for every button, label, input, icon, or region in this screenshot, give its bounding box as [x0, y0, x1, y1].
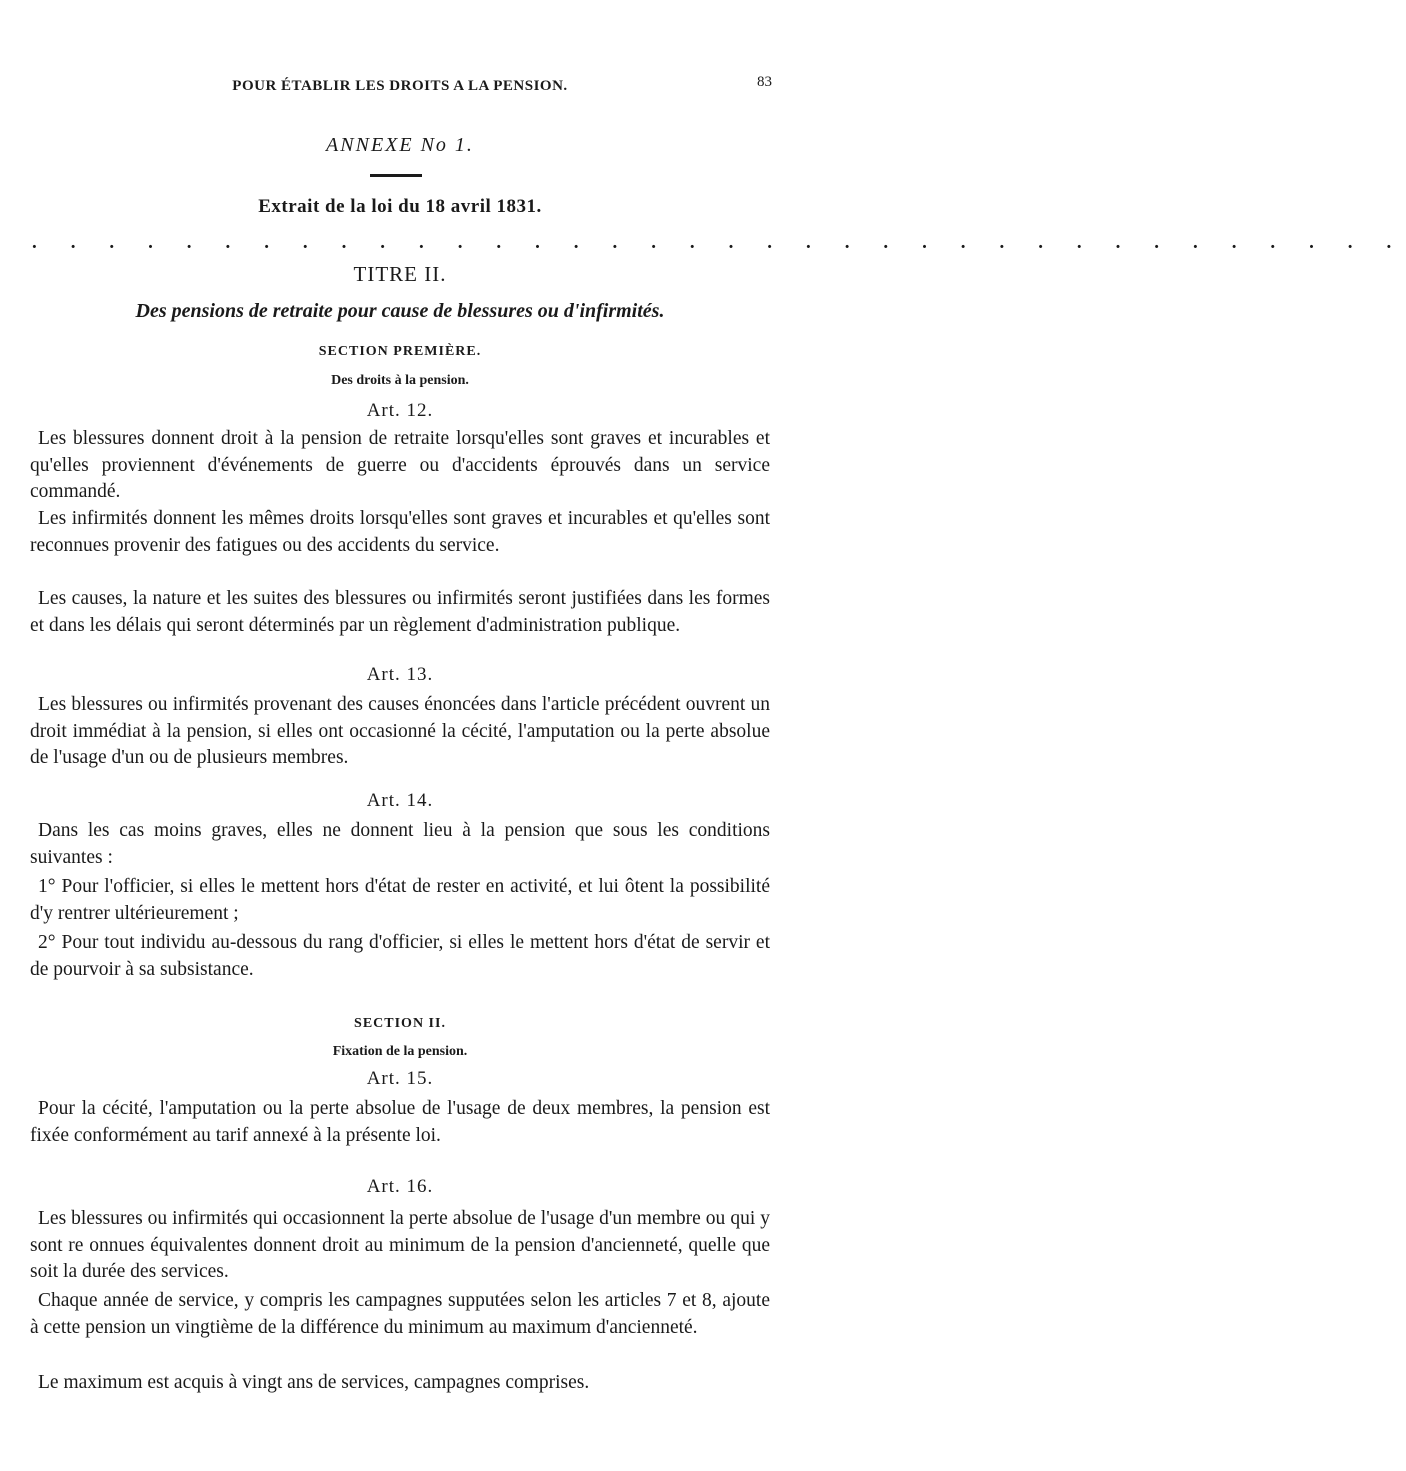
article-15-heading: Art. 15. — [366, 1068, 434, 1089]
article-15-paragraph-1: Pour la cécité, l'amputation ou la perte absolue de l'usage de deux membres, la pension est fixée conformément au tarif annexé à la présente loi. — [30, 1098, 770, 1146]
divider-rule — [370, 174, 422, 177]
article-14-paragraph-3: 2° Pour tout individu au-dessous du rang d'officier, si elles le mettent hors d'état de servir et de pourvoir à sa subsistance. — [30, 932, 770, 980]
article-12-heading: Art. 12. — [366, 400, 434, 421]
section-2-label: SECTION II. — [354, 1016, 446, 1031]
article-14-heading: Art. 14. — [366, 790, 434, 811]
article-16-paragraph-2: Chaque année de service, y compris les campagnes supputées selon les articles 7 et 8, ajoute à cette pension un vingtième de la différence du minimum au maximum d'ancienneté. — [30, 1290, 770, 1338]
article-12-paragraph-1: Les blessures donnent droit à la pension de retraite lorsqu'elles sont graves et incurables et qu'elles proviennent d'événements de guerre ou d'accidents éprouvés dans un service commandé. — [30, 428, 770, 502]
titre-label: TITRE II. — [353, 262, 447, 286]
ellipsis-row: . . . . . . . . . . . . . . . . . . . . . . . . . . . . . . . . . . . . — [32, 232, 1406, 253]
article-16-heading: Art. 16. — [366, 1176, 434, 1197]
article-12-paragraph-3: Les causes, la nature et les suites des blessures ou infirmités seront justifiées dans les formes et dans les délais qui seront déterminés par un règlement d'administration publique. — [30, 588, 770, 636]
page-number: 83 — [757, 74, 772, 90]
section-2-subtitle: Fixation de la pension. — [332, 1044, 468, 1059]
annexe-heading: ANNEXE No 1. — [326, 134, 474, 156]
extrait-heading: Extrait de la loi du 18 avril 1831. — [258, 196, 542, 217]
running-title: POUR ÉTABLIR LES DROITS A LA PENSION. — [232, 78, 568, 94]
article-16-paragraph-1: Les blessures ou infirmités qui occasionnent la perte absolue de l'usage d'un membre ou qui y sont re onnues équivalentes donnent droit au minimum de la pension d'ancienneté, quelle que soit la durée des services. — [30, 1208, 770, 1282]
section-1-label: SECTION PREMIÈRE. — [318, 344, 482, 359]
article-14-paragraph-1: Dans les cas moins graves, elles ne donnent lieu à la pension que sous les conditions suivantes : — [30, 820, 770, 868]
document-page — [28, 0, 1406, 1471]
article-14-paragraph-2: 1° Pour l'officier, si elles le mettent hors d'état de rester en activité, et lui ôtent la possibilité d'y rentrer ultérieurement ; — [30, 876, 770, 924]
article-12-paragraph-2: Les infirmités donnent les mêmes droits lorsqu'elles sont graves et incurables et qu'elles sont reconnues provenir des fatigues ou des accidents du service. — [30, 508, 770, 556]
article-13-paragraph-1: Les blessures ou infirmités provenant des causes énoncées dans l'article précédent ouvrent un droit immédiat à la pension, si elles ont occasionné la cécité, l'amputation ou la perte absolue de l'usage d'un ou de plusieurs membres. — [30, 694, 770, 768]
article-16-paragraph-3: Le maximum est acquis à vingt ans de services, campagnes comprises. — [38, 1372, 590, 1393]
section-1-subtitle: Des droits à la pension. — [331, 373, 469, 388]
article-13-heading: Art. 13. — [366, 664, 434, 685]
titre-subtitle: Des pensions de retraite pour cause de blessures ou d'infirmités. — [135, 300, 665, 322]
